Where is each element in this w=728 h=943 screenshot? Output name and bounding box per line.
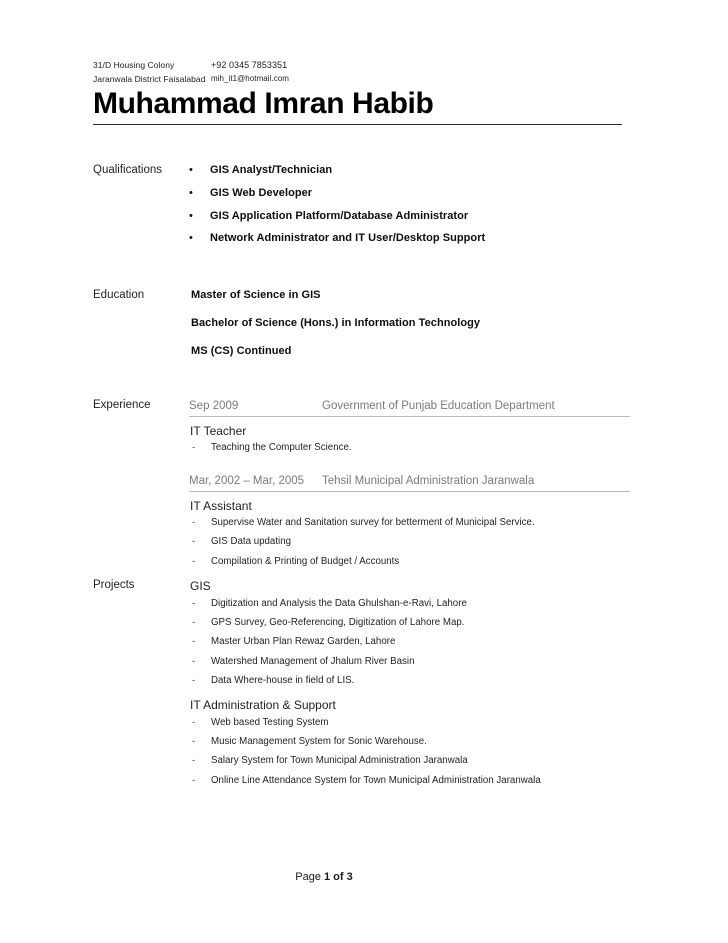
header-divider [93, 124, 622, 125]
dash-bullet-icon: - [192, 655, 196, 667]
job-duty-text: Compilation & Printing of Budget / Accounts [211, 555, 400, 567]
project-group [189, 697, 633, 793]
list-item: Bachelor of Science (Hons.) in Information Technology [191, 317, 481, 329]
list-item [189, 674, 633, 693]
job-organization: Government of Punjab Education Department [322, 400, 555, 412]
project-text: Watershed Management of Jhalum River Basin [211, 655, 415, 667]
bullet-dot-icon: • [189, 209, 193, 222]
project-group-title: IT Administration & Support [190, 697, 336, 712]
projects-list [189, 578, 633, 793]
project-text: Data Where-house in field of LIS. [211, 674, 355, 686]
list-item [189, 535, 633, 554]
project-group-title: GIS [190, 579, 211, 593]
dash-bullet-icon: - [192, 774, 196, 786]
page-title: Muhammad Imran Habib [93, 87, 434, 120]
list-item: Master of Science in GIS [191, 289, 321, 301]
job-title: IT Assistant [190, 499, 252, 514]
email-address[interactable]: mih_it1@hotmail.com [211, 74, 289, 83]
job-duty-text: Supervise Water and Sanitation survey for betterment of Municipal Service. [211, 517, 535, 529]
qualification-text: GIS Analyst/Technician [210, 164, 333, 176]
project-text: Online Line Attendance System for Town Municipal Administration Jaranwala [211, 774, 541, 786]
section-projects [93, 578, 633, 793]
phone-number: +92 0345 7853351 [211, 60, 288, 70]
dash-bullet-icon: - [192, 598, 196, 609]
experience-entry [189, 473, 633, 574]
address-block [93, 58, 211, 86]
section-label-qualifications: Qualifications [93, 164, 163, 176]
list-item [189, 163, 633, 186]
section-experience [93, 398, 633, 574]
dash-bullet-icon: - [192, 636, 196, 648]
list-item [189, 716, 633, 735]
resume-header [93, 58, 623, 125]
experience-list [189, 398, 633, 574]
job-organization: Tehsil Municipal Administration Jaranwala [322, 475, 535, 488]
bullet-dot-icon: • [189, 164, 193, 176]
bullet-dot-icon: • [189, 186, 193, 199]
dash-bullet-icon: - [192, 555, 196, 567]
page-footer [0, 870, 728, 885]
job-header [189, 398, 630, 417]
dash-bullet-icon: - [192, 442, 196, 453]
dash-bullet-icon: - [192, 736, 196, 748]
list-item [189, 597, 633, 616]
list-item [189, 441, 633, 460]
qualification-text: Network Administrator and IT User/Desktop Support [210, 232, 486, 245]
project-text: Master Urban Plan Rewaz Garden, Lahore [211, 636, 396, 648]
list-item [189, 774, 633, 793]
qualification-text: GIS Application Platform/Database Administrator [210, 209, 469, 222]
job-duty-text: GIS Data updating [211, 536, 292, 548]
contact-block [93, 58, 623, 86]
dash-bullet-icon: - [192, 617, 196, 629]
section-education [93, 288, 633, 372]
qualifications-list [189, 163, 633, 254]
list-item [189, 516, 633, 535]
list-item [189, 616, 633, 635]
dash-bullet-icon: - [192, 536, 196, 548]
job-title: IT Teacher [190, 424, 247, 438]
list-item [189, 186, 633, 209]
project-text: Music Management System for Sonic Warehouse. [211, 736, 427, 748]
dash-bullet-icon: - [192, 517, 196, 529]
job-date: Sep 2009 [189, 400, 239, 412]
list-item [189, 735, 633, 754]
project-text: Web based Testing System [211, 716, 329, 728]
project-group [189, 578, 633, 693]
list-item [189, 555, 633, 574]
section-label-projects: Projects [93, 579, 135, 591]
bullet-dot-icon: • [189, 232, 193, 245]
job-date: Mar, 2002 – Mar, 2005 [189, 475, 305, 488]
dash-bullet-icon: - [192, 716, 196, 728]
dash-bullet-icon: - [192, 674, 196, 686]
list-item [189, 231, 633, 254]
job-header [189, 473, 630, 492]
address-line-1: 31/D Housing Colony [93, 60, 175, 70]
section-label-education: Education [93, 289, 145, 301]
project-text: Salary System for Town Municipal Administration Jaranwala [211, 755, 468, 767]
project-text: Digitization and Analysis the Data Ghulshan-e-Ravi, Lahore [211, 598, 467, 609]
section-qualifications [93, 163, 633, 254]
education-list [189, 288, 633, 372]
list-item [189, 635, 633, 654]
job-duty-text: Teaching the Computer Science. [211, 442, 352, 453]
list-item [189, 754, 633, 773]
dash-bullet-icon: - [192, 755, 196, 767]
list-item: MS (CS) Continued [191, 345, 292, 357]
experience-entry [189, 398, 633, 460]
qualification-text: GIS Web Developer [210, 186, 313, 199]
section-label-experience: Experience [93, 399, 151, 411]
contact-details-block [211, 58, 623, 86]
list-item [189, 655, 633, 674]
project-text: GPS Survey, Geo-Referencing, Digitization of Lahore Map. [211, 617, 465, 629]
footer-page-label: Page [295, 871, 324, 883]
address-line-2: Jaranwala District Faisalabad [93, 74, 206, 84]
footer-page-number: 1 of 3 [324, 871, 353, 883]
list-item [189, 209, 633, 232]
